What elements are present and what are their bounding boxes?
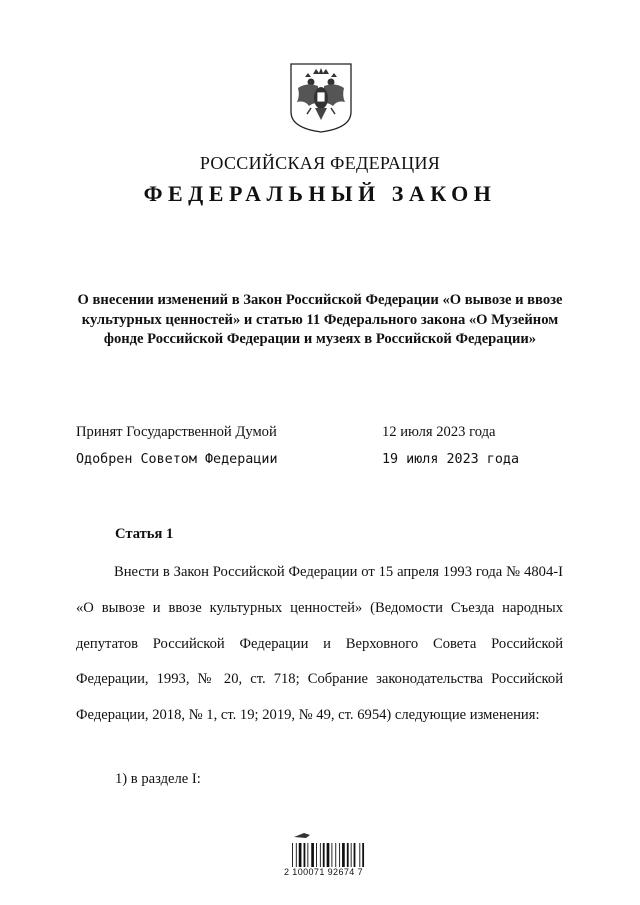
russian-coat-of-arms-icon	[289, 62, 353, 134]
law-subject-title: О внесении изменений в Закон Российской Федерации «О вывозе и ввозе культурных ценностей» и статью 11 Федерального закона «О Музейном фонде Российской Федерации и музеях в Российской Федерации»	[77, 292, 563, 347]
document-type-title: ФЕДЕРАЛЬНЫЙ ЗАКОН	[143, 181, 497, 206]
council-approval-date: 19 июля 2023 года	[382, 452, 520, 467]
barcode-icon	[286, 829, 372, 869]
coat-of-arms-emblem	[289, 62, 353, 134]
council-approval-label: Одобрен Советом Федерации	[76, 452, 278, 467]
article-title: Статья 1	[115, 526, 174, 542]
duma-adoption-label: Принят Государственной Думой	[76, 424, 277, 440]
country-name: РОССИЙСКАЯ ФЕДЕРАЦИЯ	[199, 153, 441, 173]
duma-adoption-date: 12 июля 2023 года	[382, 424, 496, 440]
article-body-text: Внести в Закон Российской Федерации от 15 апреля 1993 года № 4804-I «О вывозе и ввозе культурных ценностей» (Ведомости Съезда народных депутатов Российской Федерации и Верховного Совета Российской Федерации, 1993, № 20, ст. 718; Собрание законодательства Российской Федерации, 2018, № 1, ст. 19; 2019, № 49, ст. 6954) следующие изменения:	[76, 564, 563, 724]
article-item-1: 1) в разделе I:	[115, 771, 201, 787]
barcode-number: 2 100071 92674 7	[284, 867, 363, 877]
